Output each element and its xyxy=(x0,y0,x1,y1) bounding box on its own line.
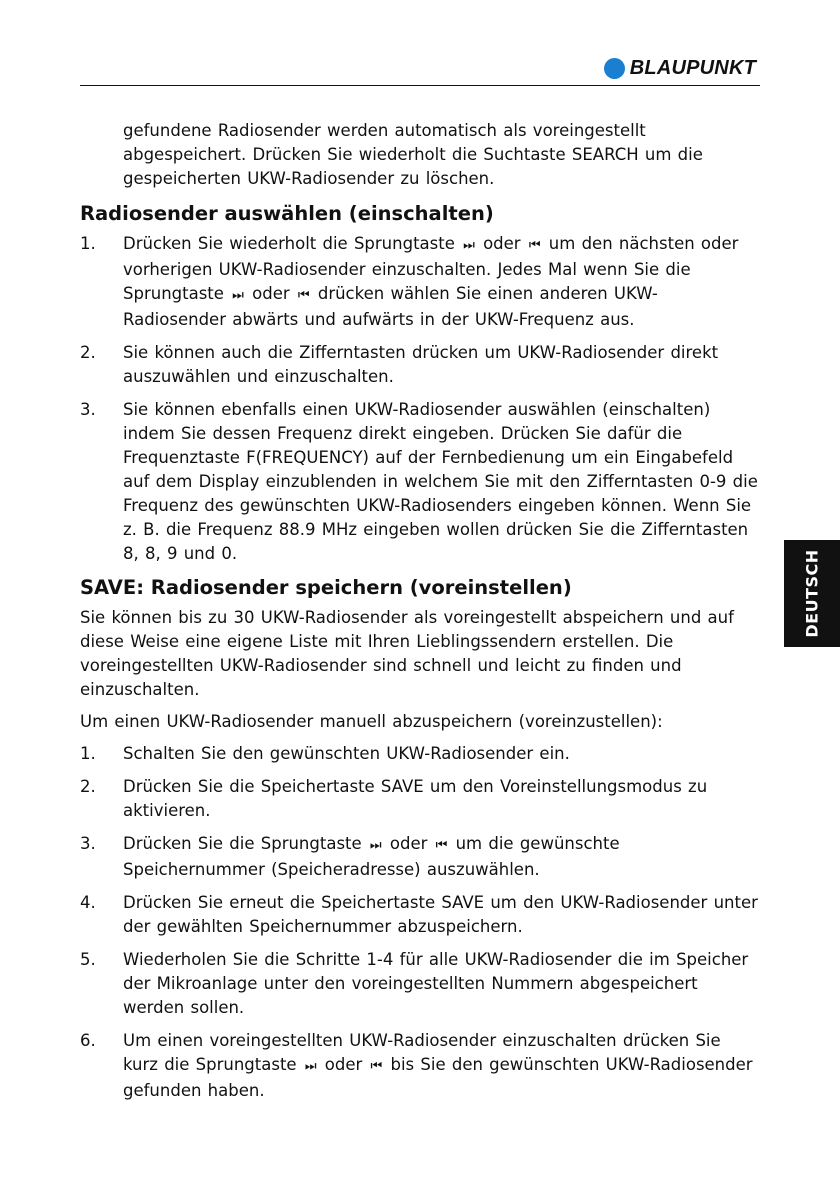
list-item-text: Sie können ebenfalls einen UKW-Radiosender auswählen (einschalten) indem Sie dessen Frequenz direkt eingeben. Drücken Sie dafür die Frequenztaste F(FREQUENCY) auf der Fernbedienung um ein Eingabefeld auf dem Display einzublenden in welchem Sie mit den Zifferntasten 0-9 die Frequenz des gewünschten UKW-Radiosenders eingeben können. Wenn Sie z. B. die Frequenz 88.9 MHz eingeben wollen drücken Sie die Zifferntasten 8, 8, 9 und 0. xyxy=(123,400,758,563)
language-tab xyxy=(784,540,840,647)
list-item-text: Wiederholen Sie die Schritte 1-4 für alle UKW-Radiosender die im Speicher der Mikroanlage unter den voreingestellten Nummern abgespeichert werden sollen. xyxy=(123,950,749,1017)
brand-logo-dot xyxy=(604,58,625,79)
skip-next-icon: ⏭ xyxy=(232,288,244,303)
text-run: drücken wählen Sie einen anderen UKW-Radiosender abwärts und aufwärts in der UKW-Frequenz aus. xyxy=(123,284,658,329)
skip-previous-icon: ⏮ xyxy=(435,838,448,853)
skip-previous-icon: ⏮ xyxy=(528,238,541,253)
list-item-text: Schalten Sie den gewünschten UKW-Radiosender ein. xyxy=(123,744,570,763)
body-paragraph: Um einen UKW-Radiosender manuell abzuspeichern (voreinzustellen): xyxy=(80,712,663,731)
text-run: oder xyxy=(483,234,521,253)
text-run: Um einen voreingestellten UKW-Radiosender einzuschalten drücken Sie kurz die Sprungtaste xyxy=(123,1031,721,1074)
list-item xyxy=(80,832,760,882)
body-paragraph: Sie können bis zu 30 UKW-Radiosender als voreingestellt abspeichern und auf diese Weise eine eigene Liste mit Ihren Lieblingssendern erstellen. Die voreingestellten UKW-Radiosender sind schnell und leicht zu finden und einzuschalten. xyxy=(80,608,734,699)
list-item-number: 1. xyxy=(80,744,96,763)
list-item-text: Sie können auch die Zifferntasten drücken um UKW-Radiosender direkt auszuwählen und einzuschalten. xyxy=(123,343,719,386)
section-heading-select: Radiosender auswählen (einschalten) xyxy=(80,202,494,225)
section-heading-save: SAVE: Radiosender speichern (voreinstellen) xyxy=(80,576,572,599)
list-item-number: 2. xyxy=(80,777,96,796)
language-tab-label: DEUTSCH xyxy=(802,549,822,638)
header-divider xyxy=(80,85,760,86)
list-item-text: Drücken Sie erneut die Speichertaste SAVE um den UKW-Radiosender unter der gewählten Speichernummer abzuspeichern. xyxy=(123,893,758,936)
skip-next-icon: ⏭ xyxy=(304,1059,317,1074)
skip-previous-icon: ⏮ xyxy=(370,1059,383,1074)
list-item-number: 1. xyxy=(80,234,96,253)
text-run: oder xyxy=(324,1055,363,1074)
intro-paragraph: gefundene Radiosender werden automatisch als voreingestellt abgespeichert. Drücken Sie wiederholt die Suchtaste SEARCH um die gespeicherten UKW-Radiosender zu löschen. xyxy=(123,121,703,188)
text-run: Drücken Sie die Sprungtaste xyxy=(123,834,362,853)
list-item xyxy=(80,775,760,823)
list-item xyxy=(80,1029,760,1103)
list-item xyxy=(80,341,760,389)
text-run: um den nächsten oder vorherigen UKW-Radiosender einzuschalten. Jedes Mal wenn Sie die Sprungtaste xyxy=(123,234,739,303)
list-item-text xyxy=(123,832,760,882)
text-run: um die gewünschte Speichernummer (Speicheradresse) auszuwählen. xyxy=(123,834,620,879)
list-item xyxy=(80,742,760,766)
skip-next-icon: ⏭ xyxy=(463,238,475,253)
list-item-number: 3. xyxy=(80,400,96,419)
page-content xyxy=(80,119,760,1112)
list-item xyxy=(80,948,760,1020)
list-item-text xyxy=(123,232,760,332)
list-item-number: 4. xyxy=(80,893,96,912)
list-item-text: Drücken Sie die Speichertaste SAVE um den Voreinstellungsmodus zu aktivieren. xyxy=(123,777,708,820)
list-item xyxy=(80,398,760,566)
text-run: oder xyxy=(252,284,290,303)
brand-name: BLAUPUNKT xyxy=(629,57,756,79)
list-item xyxy=(80,891,760,939)
text-run: oder xyxy=(389,834,428,853)
list-item-text xyxy=(123,1029,760,1103)
text-run: Drücken Sie wiederholt die Sprungtaste xyxy=(123,234,455,253)
list-item-number: 2. xyxy=(80,343,96,362)
text-run: bis Sie den gewünschten UKW-Radiosender gefunden haben. xyxy=(123,1055,753,1100)
brand-logo xyxy=(604,57,756,80)
list-item-number: 6. xyxy=(80,1031,96,1050)
list-item xyxy=(80,232,760,332)
skip-previous-icon: ⏮ xyxy=(297,288,310,303)
skip-next-icon: ⏭ xyxy=(369,838,382,853)
list-item-number: 5. xyxy=(80,950,96,969)
list-item-number: 3. xyxy=(80,834,96,853)
